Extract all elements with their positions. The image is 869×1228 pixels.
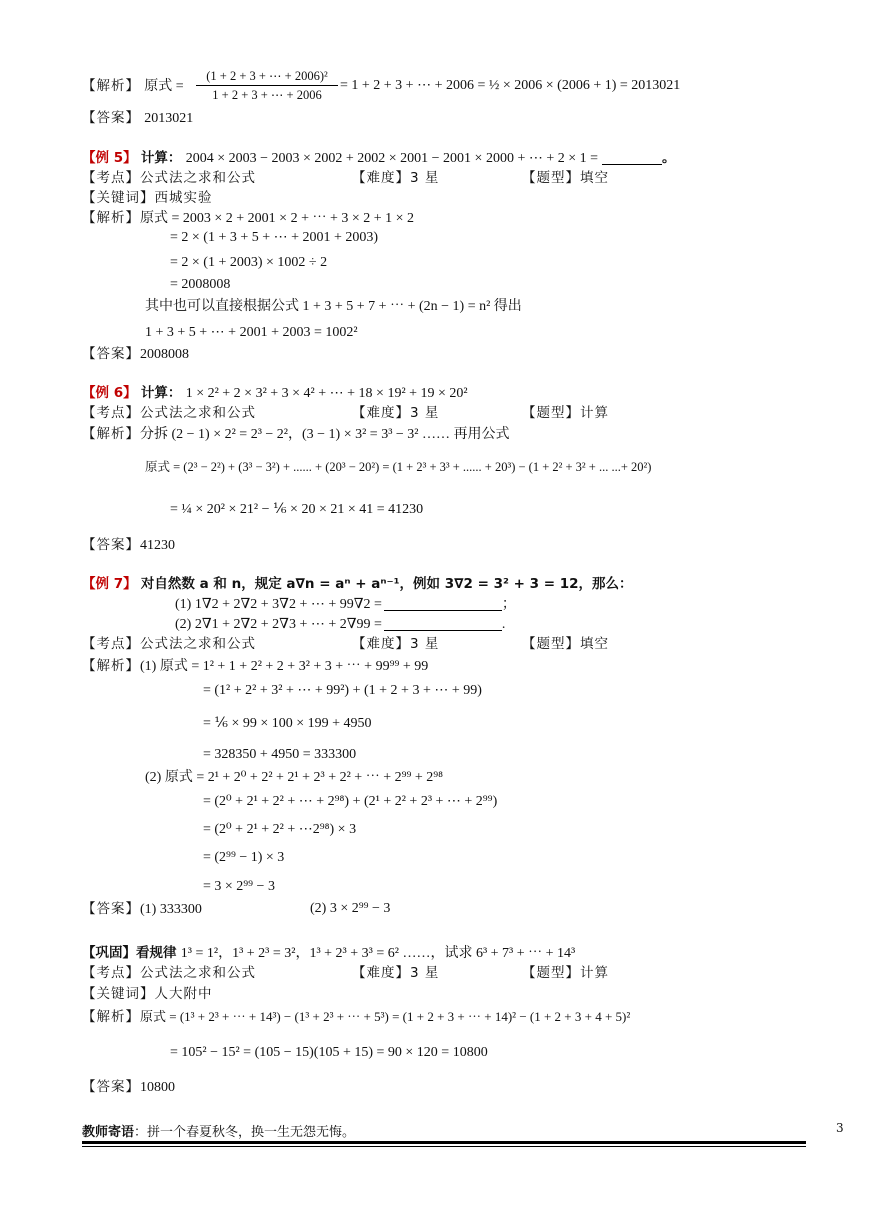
type-tag: 【题型】	[522, 405, 580, 421]
difficulty-value: 3 星	[410, 170, 440, 186]
point-tag: 【考点】	[82, 170, 140, 186]
analysis-tag: 【解析】	[82, 1009, 140, 1025]
point-tag: 【考点】	[82, 636, 140, 652]
type-tag: 【题型】	[522, 636, 580, 652]
analysis-tag: 【解析】	[82, 210, 140, 226]
solution-line: = 2 × (1 + 2003) × 1002 ÷ 2	[170, 255, 328, 270]
fraction-numerator: (1 + 2 + 3 + ⋯ + 2006)²	[206, 69, 328, 83]
solution-line: = 105² − 15² = (105 − 15)(105 + 15) = 90 × 120 = 10800	[170, 1045, 488, 1060]
example-label: 【例 7】	[82, 576, 137, 592]
solution-line: 1 + 3 + 5 + ⋯ + 2001 + 2003 = 1002²	[145, 325, 358, 340]
solution-line: = 3 × 2⁹⁹ − 3	[203, 879, 275, 894]
question-1	[175, 595, 829, 615]
point-tag: 【考点】	[82, 965, 140, 981]
page-number: 3	[836, 1121, 844, 1135]
keyword-value: 人大附中	[154, 986, 213, 1002]
solution-line: 其中也可以直接根据公式 1 + 3 + 5 + 7 + ⋯ + (2n − 1) = n² 得出	[145, 299, 522, 314]
answer-line	[82, 108, 829, 128]
solution-line: = 328350 + 4950 = 333300	[203, 747, 357, 762]
keyword-tag: 【关键词】	[82, 190, 155, 206]
answer-line	[82, 899, 829, 919]
answer-value: 2008008	[140, 347, 189, 362]
point-value: 公式法之求和公式	[140, 636, 256, 652]
question-2	[175, 615, 829, 635]
solution-prefix: 原式 =	[144, 79, 184, 94]
solution-text: 原式 = (1³ + 2³ + ⋯ + 14³) − (1³ + 2³ + ⋯ + 5³) = (1 + 2 + 3 + ⋯ + 14)² − (1 + 2 + 3 + 4 + 5)²	[140, 1009, 631, 1024]
meta-row	[82, 168, 829, 188]
fraction	[196, 68, 338, 103]
example-5-heading	[82, 148, 829, 168]
teacher-message-text: ：拼一个春夏秋冬，换一生无怨无悔。	[134, 1125, 356, 1140]
solution-line: = (2⁹⁹ − 1) × 3	[203, 850, 285, 865]
consolidate-title: 看规律	[136, 945, 177, 961]
question-text: (2) 2∇1 + 2∇2 + 2∇3 + ⋯ + 2∇99 =	[175, 617, 382, 632]
type-tag: 【题型】	[522, 965, 580, 981]
example-label: 【例 6】	[82, 385, 137, 401]
answer-tag: 【答案】	[82, 901, 140, 917]
example-7-heading	[82, 574, 829, 594]
answer-value-2: (2) 3 × 2⁹⁹ − 3	[310, 901, 391, 916]
answer-blank	[602, 150, 662, 165]
answer-value: 41230	[140, 538, 175, 553]
point-value: 公式法之求和公式	[140, 405, 256, 421]
answer-line	[82, 1077, 829, 1097]
answer-value: 2013021	[144, 111, 194, 126]
meta-row	[82, 634, 829, 654]
sentence-end: 。	[662, 150, 676, 166]
example-label: 【例 5】	[82, 150, 137, 166]
fraction-denominator: 1 + 2 + 3 + ⋯ + 2006	[212, 88, 322, 102]
difficulty-value: 3 星	[410, 405, 440, 421]
teacher-message-label: 教师寄语	[82, 1125, 135, 1140]
solution-line: = 2 × (1 + 3 + 5 + ⋯ + 2001 + 2003)	[170, 230, 379, 245]
solution-text: 分拆 (2 − 1) × 2² = 2³ − 2²，(3 − 1) × 3² = 3³ − 3² …… 再用公式	[140, 427, 510, 442]
answer-tag: 【答案】	[82, 346, 140, 362]
sentence-end: .	[501, 617, 506, 632]
teacher-message	[82, 1121, 355, 1140]
keyword-tag: 【关键词】	[82, 986, 155, 1002]
answer-tag: 【答案】	[82, 1079, 140, 1095]
type-value: 计算	[580, 965, 609, 981]
consolidate-label: 【巩固】	[82, 945, 136, 961]
type-value: 计算	[580, 405, 609, 421]
meta-row	[82, 963, 829, 983]
answer-tag: 【答案】	[82, 110, 140, 126]
answer-value-1: (1) 333300	[140, 902, 202, 917]
solution-line	[82, 1007, 829, 1027]
answer-line	[82, 344, 829, 364]
point-tag: 【考点】	[82, 405, 140, 421]
solution-line: 原式 = (2³ − 2²) + (3³ − 3²) + ...... + (20³ − 20²) = (1 + 2³ + 3³ + ...... + 20³) − (1 + 2² + 3² + ... ...+ 20²)	[145, 460, 652, 474]
analysis-tag: 【解析】	[82, 426, 140, 442]
difficulty-tag: 【难度】	[352, 965, 410, 981]
sentence-end: ；	[501, 597, 516, 612]
solution-line	[82, 424, 829, 444]
answer-tag: 【答案】	[82, 537, 140, 553]
solution-line	[82, 656, 829, 676]
example-problem: 2004 × 2003 − 2003 × 2002 + 2002 × 2001 − 2001 × 2000 + ⋯ + 2 × 1 =	[185, 151, 599, 166]
answer-blank	[384, 616, 502, 631]
keyword-row	[82, 188, 829, 208]
solution-line: = ⅙ × 99 × 100 × 199 + 4950	[203, 716, 372, 731]
point-value: 公式法之求和公式	[140, 965, 256, 981]
fraction-bar	[196, 85, 338, 86]
solution-line: = 2008008	[170, 277, 231, 292]
type-tag: 【题型】	[522, 170, 580, 186]
difficulty-value: 3 星	[410, 965, 440, 981]
difficulty-tag: 【难度】	[352, 170, 410, 186]
example-problem: 1 × 2² + 2 × 3² + 3 × 4² + ⋯ + 18 × 19² + 19 × 20²	[185, 386, 468, 401]
keyword-row	[82, 984, 829, 1004]
consolidate-heading	[82, 943, 829, 963]
type-value: 填空	[580, 170, 609, 186]
solution-line: = ¼ × 20² × 21² − ⅙ × 20 × 21 × 41 = 41230	[170, 502, 424, 517]
solution-line: = (1² + 2² + 3² + ⋯ + 99²) + (1 + 2 + 3 + ⋯ + 99)	[203, 683, 482, 698]
difficulty-tag: 【难度】	[352, 405, 410, 421]
footer-rule-thin	[82, 1146, 806, 1147]
meta-row	[82, 403, 829, 423]
difficulty-tag: 【难度】	[352, 636, 410, 652]
footer-rule-thick	[82, 1141, 806, 1144]
solution-text: 原式 = 2003 × 2 + 2001 × 2 + ⋯ + 3 × 2 + 1 × 2	[140, 211, 415, 226]
solution-text: (1) 原式 = 1² + 1 + 2² + 2 + 3² + 3 + ⋯ + 99⁹⁹ + 99	[140, 659, 429, 674]
solution-line	[82, 208, 829, 228]
solution-line: (2) 原式 = 2¹ + 2⁰ + 2² + 2¹ + 2³ + 2² + ⋯ + 2⁹⁹ + 2⁹⁸	[145, 770, 444, 785]
difficulty-value: 3 星	[410, 636, 440, 652]
answer-value: 10800	[140, 1080, 175, 1095]
example-title: 对自然数 a 和 n，规定 a∇n = aⁿ + aⁿ⁻¹，例如 3∇2 = 3² + 3 = 12，那么：	[140, 576, 633, 592]
question-text: (1) 1∇2 + 2∇2 + 3∇2 + ⋯ + 99∇2 =	[175, 597, 382, 612]
solution-rest: = 1 + 2 + 3 + ⋯ + 2006 = ½ × 2006 × (2006 + 1) = 2013021	[340, 78, 681, 93]
point-value: 公式法之求和公式	[140, 170, 256, 186]
example-title: 计算：	[140, 150, 182, 166]
example-title: 计算：	[140, 385, 182, 401]
analysis-tag: 【解析】	[82, 658, 140, 674]
solution-line: = (2⁰ + 2¹ + 2² + ⋯2⁹⁸) × 3	[203, 822, 357, 837]
keyword-value: 西城实验	[154, 190, 213, 206]
type-value: 填空	[580, 636, 609, 652]
answer-blank	[384, 596, 502, 611]
answer-line	[82, 535, 829, 555]
solution-line: = (2⁰ + 2¹ + 2² + ⋯ + 2⁹⁸) + (2¹ + 2² + 2³ + ⋯ + 2⁹⁹)	[203, 794, 498, 809]
consolidate-problem: 1³ = 1²，1³ + 2³ = 3²，1³ + 2³ + 3³ = 6² ……，试求 6³ + 7³ + ⋯ + 14³	[180, 946, 576, 961]
analysis-tag: 【解析】	[82, 78, 140, 94]
example-6-heading	[82, 383, 829, 403]
